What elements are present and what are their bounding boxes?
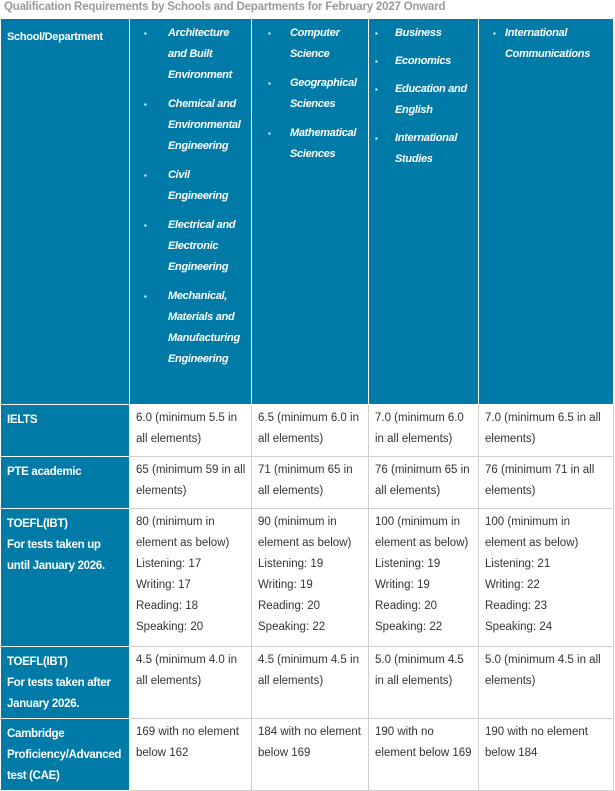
toefl-before-value bbox=[252, 509, 369, 647]
writing-score: Writing: 17 bbox=[136, 579, 191, 591]
schools-column-1 bbox=[130, 19, 252, 405]
listening-score: Listening: 19 bbox=[375, 558, 441, 570]
toefl-before-label bbox=[1, 509, 130, 647]
total-score: 100 (minimum in element as below) bbox=[485, 516, 579, 549]
reading-score: Reading: 20 bbox=[258, 600, 321, 612]
school-item: ▪ Civil Engineering bbox=[134, 165, 249, 207]
toefl-before-row bbox=[1, 509, 614, 647]
school-department-header: School/Department bbox=[1, 19, 130, 405]
school-item: ▪ Computer Science bbox=[256, 23, 366, 65]
pte-value: 65 (minimum 59 in all elements) bbox=[130, 457, 252, 509]
label-line: For tests taken up bbox=[7, 539, 101, 551]
listening-score: Listening: 17 bbox=[136, 558, 202, 570]
schools-column-4 bbox=[479, 19, 614, 405]
school-item: ▪ International Communications bbox=[483, 23, 611, 65]
cambridge-label: Cambridge Proficiency/Advanced test (CAE) bbox=[1, 719, 130, 791]
toefl-after-value: 5.0 (minimum 4.5 in all elements) bbox=[479, 647, 614, 719]
reading-score: Reading: 23 bbox=[485, 600, 548, 612]
reading-score: Reading: 20 bbox=[375, 600, 438, 612]
total-score: 90 (minimum in element as below) bbox=[258, 516, 352, 549]
school-item: ▪ Geographical Sciences bbox=[256, 73, 366, 115]
toefl-before-value bbox=[130, 509, 252, 647]
label-line: TOEFL(IBT) bbox=[7, 518, 68, 530]
toefl-after-label bbox=[1, 647, 130, 719]
speaking-score: Speaking: 22 bbox=[375, 621, 443, 633]
school-item: ▪ Education and English bbox=[373, 79, 476, 121]
writing-score: Writing: 19 bbox=[258, 579, 313, 591]
pte-label: PTE academic bbox=[1, 457, 130, 509]
listening-score: Listening: 19 bbox=[258, 558, 324, 570]
school-item: ▪ Mathematical Sciences bbox=[256, 123, 366, 165]
toefl-after-value: 4.5 (minimum 4.0 in all elements) bbox=[130, 647, 252, 719]
label-line: For tests taken after bbox=[7, 677, 111, 689]
reading-score: Reading: 18 bbox=[136, 600, 199, 612]
cambridge-value: 190 with no element below 184 bbox=[479, 719, 614, 791]
pte-row bbox=[1, 457, 614, 509]
pte-value: 71 (minimum 65 in all elements) bbox=[252, 457, 369, 509]
speaking-score: Speaking: 22 bbox=[258, 621, 326, 633]
school-item: ▪ Economics bbox=[373, 51, 476, 72]
ielts-value: 6.0 (minimum 5.5 in all elements) bbox=[130, 405, 252, 457]
toefl-after-value: 5.0 (minimum 4.5 in all elements) bbox=[369, 647, 479, 719]
school-item: ▪ Business bbox=[373, 23, 476, 44]
toefl-before-value bbox=[479, 509, 614, 647]
requirements-table bbox=[0, 18, 614, 791]
schools-column-2 bbox=[252, 19, 369, 405]
cambridge-value: 184 with no element below 169 bbox=[252, 719, 369, 791]
toefl-before-value bbox=[369, 509, 479, 647]
total-score: 80 (minimum in element as below) bbox=[136, 516, 230, 549]
school-item: ▪ Electrical and Electronic Engineering bbox=[134, 215, 249, 278]
toefl-after-value: 4.5 (minimum 4.5 in all elements) bbox=[252, 647, 369, 719]
school-item: ▪ Chemical and Environmental Engineering bbox=[134, 94, 249, 157]
ielts-value: 7.0 (minimum 6.5 in all elements) bbox=[479, 405, 614, 457]
table-caption: Qualification Requirements by Schools and Departments for February 2027 Onward bbox=[4, 1, 446, 13]
speaking-score: Speaking: 24 bbox=[485, 621, 553, 633]
label-line: until January 2026. bbox=[7, 560, 105, 572]
ielts-value: 6.5 (minimum 6.0 in all elements) bbox=[252, 405, 369, 457]
toefl-after-row bbox=[1, 647, 614, 719]
schools-column-3 bbox=[369, 19, 479, 405]
school-item: ▪ International Studies bbox=[373, 128, 476, 170]
ielts-label: IELTS bbox=[1, 405, 130, 457]
speaking-score: Speaking: 20 bbox=[136, 621, 204, 633]
pte-value: 76 (minimum 65 in all elements) bbox=[369, 457, 479, 509]
listening-score: Listening: 21 bbox=[485, 558, 551, 570]
writing-score: Writing: 22 bbox=[485, 579, 540, 591]
school-item: ▪ Architecture and Built Environment bbox=[134, 23, 249, 86]
cambridge-value: 169 with no element below 162 bbox=[130, 719, 252, 791]
writing-score: Writing: 19 bbox=[375, 579, 430, 591]
label-line: TOEFL(IBT) bbox=[7, 656, 68, 668]
cambridge-value: 190 with no element below 169 bbox=[369, 719, 479, 791]
pte-value: 76 (minimum 71 in all elements) bbox=[479, 457, 614, 509]
school-item: ▪ Mechanical, Materials and Manufacturing Engineering bbox=[134, 286, 249, 370]
ielts-value: 7.0 (minimum 6.0 in all elements) bbox=[369, 405, 479, 457]
label-line: January 2026. bbox=[7, 698, 80, 710]
header-row bbox=[1, 19, 614, 405]
total-score: 100 (minimum in element as below) bbox=[375, 516, 469, 549]
ielts-row bbox=[1, 405, 614, 457]
cambridge-row bbox=[1, 719, 614, 791]
